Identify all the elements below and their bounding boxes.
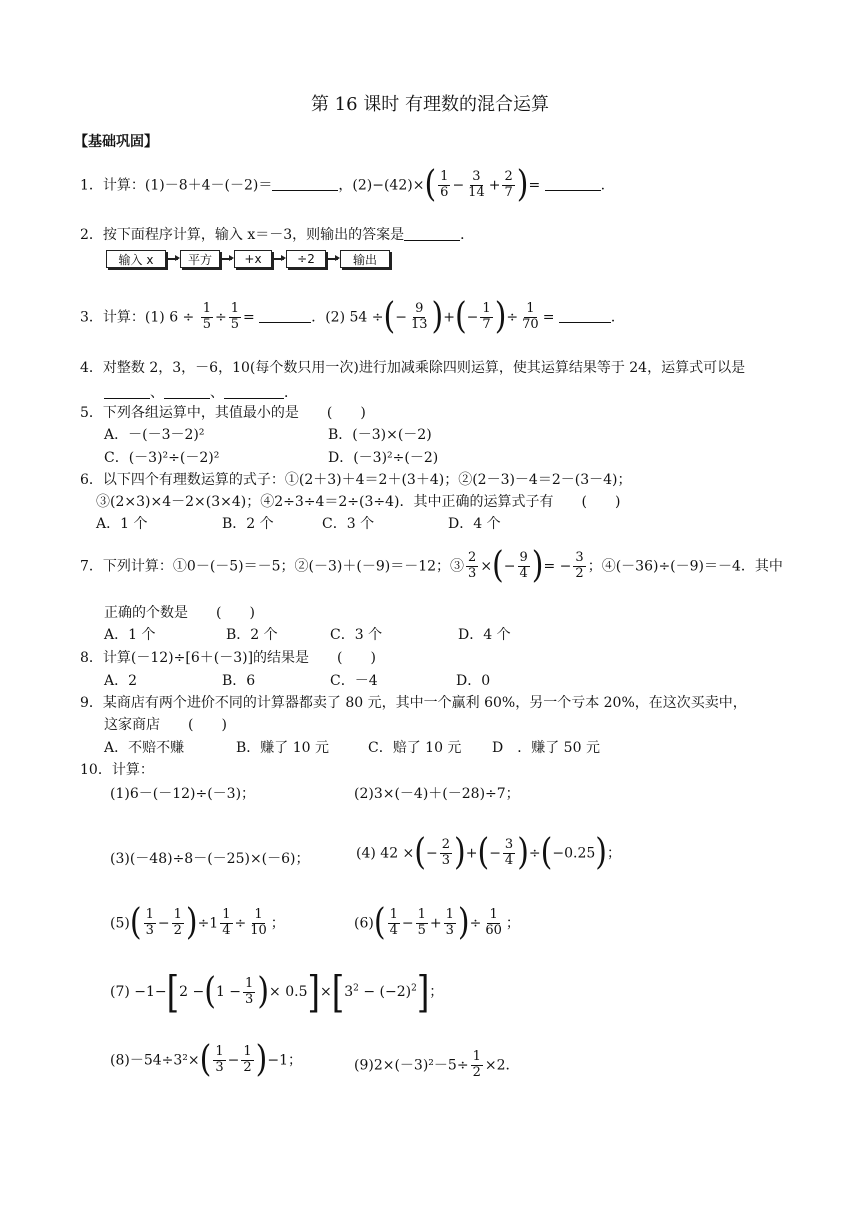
separator: 、 <box>150 385 164 401</box>
q7-option-a[interactable]: A．1 个 <box>104 627 156 643</box>
question-7-line2: 正确的个数是 ( ) <box>104 605 255 621</box>
q5-option-a[interactable]: A．－(－3－2)² <box>104 427 205 443</box>
fraction: $\frac{1}{10}$ <box>250 907 267 938</box>
answer-blank[interactable] <box>104 384 150 399</box>
question-4-line2 <box>104 384 298 400</box>
q9-option-d[interactable]: D ．赚了 50 元 <box>492 740 600 756</box>
q6-option-a[interactable]: A．1 个 <box>96 516 148 532</box>
minus-sign: − <box>395 309 407 326</box>
fraction: $\frac{1}{5}$ <box>230 301 240 332</box>
question-10-stem: 10．计算： <box>80 762 154 778</box>
operator: ÷ <box>506 309 519 326</box>
q1-part1: 1．计算：(1)－8＋4－(－2)＝ <box>80 177 273 194</box>
q2-text: 2．按下面程序计算，输入 x＝－3，则输出的答案是 <box>80 227 405 243</box>
fraction: $\frac{1}{7}$ <box>482 301 491 332</box>
q10-part-3: (3)(－48)÷8－(－25)×(－6)； <box>110 851 310 867</box>
q7-option-b[interactable]: B．2 个 <box>226 627 278 643</box>
separator: 、 <box>210 385 224 401</box>
operator: + <box>488 177 501 194</box>
q7-part2: ；④(－36)÷(－9)＝－4．其中 <box>587 558 783 575</box>
q1-expr: −(42)× <box>372 177 425 194</box>
q10-part-6: (6)( $\frac{1}{4}$ − $\frac{1}{5}$ + $\frac{1}{3}$ )÷ $\frac{1}{60}$ ； <box>354 901 520 944</box>
fraction: $\frac{1}{5}$ <box>202 301 212 332</box>
q8-option-b[interactable]: B．6 <box>222 673 256 689</box>
q9-option-c[interactable]: C．赔了 10 元 <box>368 740 462 756</box>
answer-blank[interactable] <box>259 308 311 323</box>
q6-option-c[interactable]: C．3 个 <box>322 516 375 532</box>
fraction: $\frac{1}{4}$ <box>222 907 231 938</box>
minus-sign: − <box>466 309 479 326</box>
equals: = <box>528 177 541 194</box>
question-9-line1: 9．某商店有两个进价不同的计算器都卖了 80 元，其中一个赢利 60%，另一个亏本 20%，在这次买卖中， <box>80 695 747 711</box>
fraction: $\frac{1}{60}$ <box>485 907 502 938</box>
q8-option-c[interactable]: C．－4 <box>330 673 378 689</box>
fraction: $\frac{1}{70}$ <box>522 301 539 332</box>
fraction: $\frac{3}{14}$ <box>468 169 485 200</box>
question-9-line2: 这家商店 ( ) <box>104 717 227 733</box>
q7-part1: 7．下列计算：①0－(－5)＝－5；②(－3)＋(－9)＝－12；③ <box>80 558 465 575</box>
fraction: $\frac{1}{2}$ <box>173 907 182 938</box>
flow-box-input: 输入 x <box>106 250 166 268</box>
q5-option-d[interactable]: D．(－3)²÷(－2) <box>328 450 439 466</box>
question-3 <box>80 295 625 338</box>
period: ． <box>284 385 298 401</box>
answer-blank[interactable] <box>404 226 460 241</box>
q9-option-b[interactable]: B．赚了 10 元 <box>236 740 330 756</box>
flow-box-divide: ÷2 <box>286 250 326 268</box>
fraction: $\frac{2}{3}$ <box>441 837 451 868</box>
question-8-stem: 8．计算(－12)÷[6＋(－3)]的结果是 ( ) <box>80 650 376 666</box>
question-7-line1 <box>80 544 783 587</box>
q10-part-4: (4) 42 ×(− $\frac{2}{3}$ )+(− $\frac{3}{4}$ )÷(−0.25)； <box>356 831 621 874</box>
equals: = <box>542 309 555 326</box>
fraction: $\frac{1}{2}$ <box>243 1044 252 1075</box>
q10-part-5: (5)( $\frac{1}{3}$ − $\frac{1}{2}$ )÷1 $\frac{1}{4}$ ÷ $\frac{1}{10}$ ； <box>110 901 285 944</box>
q7-option-d[interactable]: D．4 个 <box>458 627 511 643</box>
q5-option-b[interactable]: B．(－3)×(－2) <box>328 427 432 443</box>
answer-blank[interactable] <box>164 384 210 399</box>
q6-option-b[interactable]: B．2 个 <box>222 516 274 532</box>
fraction: $\frac{2}{3}$ <box>468 550 477 581</box>
fraction: $\frac{1}{5}$ <box>417 907 426 938</box>
left-paren: ( <box>383 295 396 338</box>
arrow-icon <box>274 258 284 260</box>
minus-sign: − <box>503 558 516 575</box>
page-title: 第 16 课时 有理数的混合运算 <box>310 94 550 115</box>
fraction: $\frac{1}{3}$ <box>245 975 254 1007</box>
answer-blank[interactable] <box>559 308 611 323</box>
answer-blank[interactable] <box>224 384 284 399</box>
fraction: $\frac{9}{13}$ <box>410 301 428 332</box>
period: . <box>600 177 606 194</box>
q9-option-a[interactable]: A．不赔不赚 <box>104 740 185 756</box>
q3-part1: 3．计算：(1) 6 ÷ <box>80 309 195 326</box>
question-1 <box>80 163 606 206</box>
left-paren: ( <box>492 544 504 587</box>
question-2 <box>80 226 474 242</box>
fraction: $\frac{1}{3}$ <box>145 907 154 938</box>
fraction: $\frac{1}{6}$ <box>440 169 449 200</box>
question-4-line1: 4．对整数 2，3，－6，10(每个数只用一次)进行加减乘除四则运算，使其运算结果等于 24，运算式可以是 <box>80 360 746 376</box>
q7-option-c[interactable]: C．3 个 <box>330 627 383 643</box>
q8-option-d[interactable]: D．0 <box>456 673 491 689</box>
right-paren: ) <box>516 163 529 206</box>
flow-box-square: 平方 <box>180 250 220 268</box>
question-5-stem: 5．下列各组运算中，其值最小的是 ( ) <box>80 405 366 421</box>
right-paren: ) <box>431 295 444 338</box>
fraction: $\frac{3}{2}$ <box>575 550 584 581</box>
q10-part-7: (7) −1−[2 −(1 − $\frac{1}{3}$ )× $0.5]\times[3^2 - (-2)^2]$； <box>110 966 444 1018</box>
q6-option-d[interactable]: D．4 个 <box>448 516 501 532</box>
operator: + <box>443 309 455 326</box>
fraction: $\frac{1}{3}$ <box>445 907 454 938</box>
question-6-line1: 6．以下四个有理数运算的式子：①(2＋3)＋4＝2＋(3＋4)；②(2－3)－4＝2－(3－4)； <box>80 472 632 488</box>
answer-blank[interactable] <box>545 176 601 191</box>
left-paren: ( <box>454 295 467 338</box>
fraction: $\frac{2}{7}$ <box>504 169 513 200</box>
fraction: $\frac{9}{4}$ <box>519 550 528 581</box>
fraction: $\frac{1}{3}$ <box>215 1044 224 1075</box>
program-flowchart <box>106 250 390 268</box>
equals: = − <box>543 558 572 575</box>
period: ． <box>460 227 475 243</box>
period: ． <box>610 309 625 326</box>
q5-option-c[interactable]: C．(－3)²÷(－2)² <box>104 450 220 466</box>
flow-box-add-x: +x <box>234 250 272 268</box>
fraction: $\frac{1}{2}$ <box>472 1049 481 1080</box>
operator: ÷ <box>215 309 227 326</box>
operator: − <box>452 177 465 194</box>
q10-part-1: (1)6－(－12)÷(－3)； <box>110 786 256 802</box>
arrow-icon <box>168 258 178 260</box>
answer-blank[interactable] <box>272 176 338 191</box>
left-paren: ( <box>424 163 437 206</box>
right-paren: ) <box>531 544 544 587</box>
question-6-line2: ③(2×3)×4－2×(3×4)；④2÷3÷4＝2÷(3÷4)．其中正确的运算式子有 ( ) <box>96 494 621 510</box>
q1-part2-label: ，(2) <box>338 177 373 194</box>
arrow-icon <box>222 258 232 260</box>
fraction: $\frac{3}{4}$ <box>504 837 514 868</box>
q10-part-9: (9)2×(－3)²－5÷ $\frac{1}{2}$ ×2． <box>354 1049 520 1080</box>
q8-option-a[interactable]: A．2 <box>104 673 138 689</box>
fraction: $\frac{1}{4}$ <box>389 907 398 938</box>
section-heading: 【基础巩固】 <box>74 134 158 150</box>
arrow-icon <box>328 258 338 260</box>
q10-part-8: (8)－54÷3²×( $\frac{1}{3}$ − $\frac{1}{2}$ )−1； <box>110 1038 303 1081</box>
right-paren: ) <box>494 295 507 338</box>
operator: × <box>480 558 493 575</box>
q10-part-2: (2)3×(－4)＋(－28)÷7； <box>354 786 520 802</box>
equals: = <box>243 309 255 326</box>
q3-part2: ．(2) 54 ÷ <box>311 309 384 326</box>
flow-box-output: 输出 <box>340 250 390 268</box>
